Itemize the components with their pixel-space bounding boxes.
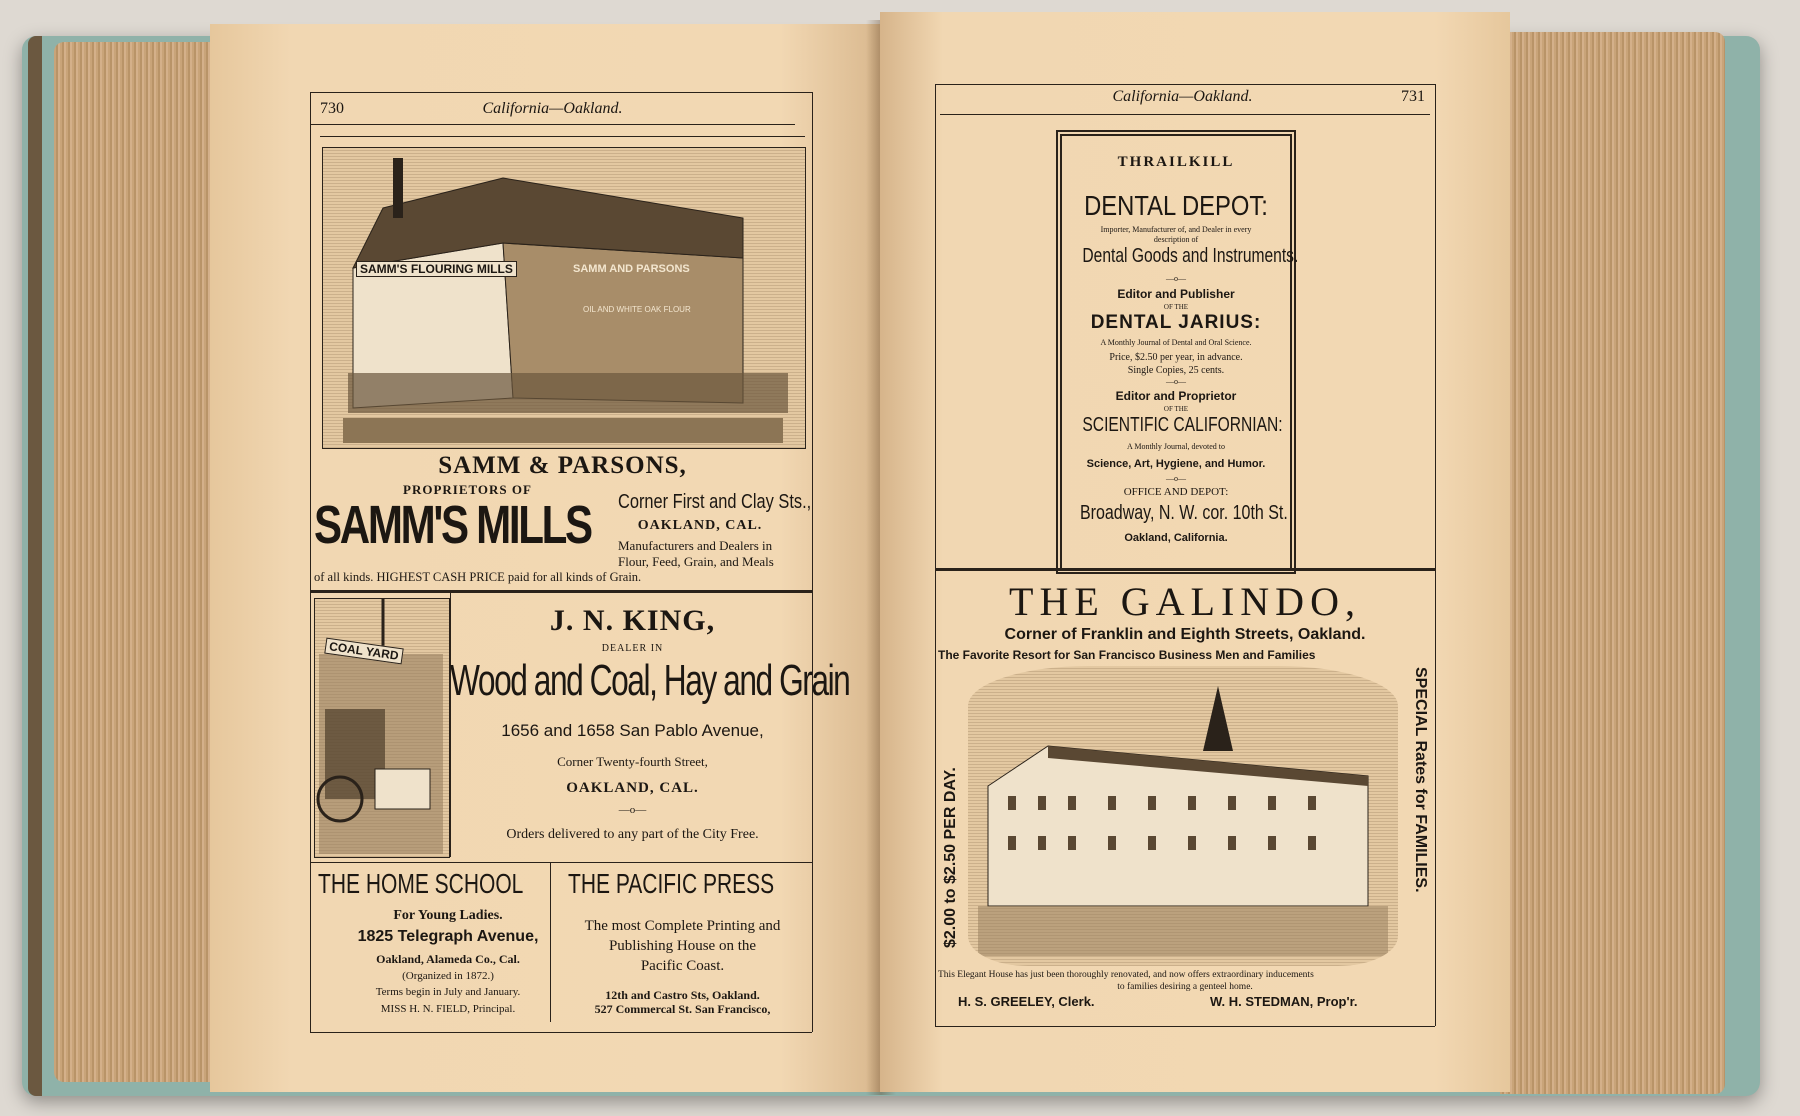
king-address: 1656 and 1658 San Pablo Avenue,: [501, 721, 764, 740]
dental-broadway: Broadway, N. W. cor. 10th St.: [1080, 502, 1288, 524]
dental-price: Price, $2.50 per year, in advance.: [1109, 352, 1243, 363]
right-page-number: 731: [1401, 88, 1425, 105]
right-frame-top: [935, 84, 1435, 85]
samm-corner: Corner First and Clay Sts.,: [618, 491, 812, 513]
dental-editor-2: Editor and Proprietor: [1115, 389, 1237, 403]
dental-city: Oakland, California.: [1124, 532, 1228, 544]
frame-top: [310, 92, 812, 93]
home-school-for: For Young Ladies.: [393, 908, 503, 923]
samm-mills-title: SAMM'S MILLS: [314, 495, 591, 555]
home-school-city: Oakland, Alameda Co., Cal.: [376, 952, 520, 966]
right-frame-right: [1435, 84, 1436, 1026]
pacific-press-line-2: Publishing House on the: [608, 938, 757, 954]
home-school-organized: (Organized in 1872.): [402, 970, 494, 982]
right-head-rule: [940, 114, 1430, 115]
samm-desc-1: Manufacturers and Dealers in: [618, 538, 773, 553]
dental-of-the: OF THE: [1163, 303, 1189, 311]
dental-editor: Editor and Publisher: [1117, 287, 1235, 301]
dental-importer-2: description of: [1153, 235, 1199, 244]
home-school-principal: MISS H. N. FIELD, Principal.: [380, 1003, 516, 1015]
dental-sep-3: —o—: [1166, 474, 1186, 483]
dental-sep-1: —o—: [1166, 274, 1186, 283]
samm-desc-3: of all kinds. HIGHEST CASH PRICE paid for all kinds of Grain.: [314, 570, 642, 584]
left-page-edges: [54, 42, 224, 1082]
mill-illustration: [323, 148, 805, 448]
dental-of-the-2: OF THE: [1163, 405, 1189, 413]
dental-office: OFFICE AND DEPOT:: [1123, 486, 1229, 498]
pacific-press-addr-2: 527 Commercal St. San Francisco,: [594, 1002, 771, 1016]
dental-jarius: DENTAL JARIUS:: [1090, 312, 1262, 333]
head-rule: [310, 124, 795, 125]
right-running-title: California—Oakland.: [1112, 88, 1253, 105]
galindo-top-rule: [935, 568, 1435, 571]
dental-sci-desc: A Monthly Journal, devoted to: [1127, 442, 1225, 451]
king-bottom-rule: [310, 862, 812, 863]
galindo-favorite: The Favorite Resort for San Francisco Business Men and Families: [938, 648, 1316, 662]
head-rule-2: [320, 136, 805, 137]
dental-importer-1: Importer, Manufacturer of, and Dealer in every: [1100, 225, 1252, 234]
mill-sign-small: OIL AND WHITE OAK FLOUR: [583, 305, 691, 314]
samm-parsons-name: SAMM & PARSONS,: [438, 452, 687, 479]
king-city: OAKLAND, CAL.: [566, 780, 699, 796]
king-goods: Wood and Coal, Hay and Grain: [450, 656, 850, 705]
pacific-press-title: THE PACIFIC PRESS: [568, 868, 775, 899]
king-name: J. N. KING,: [549, 604, 716, 637]
mill-sign-right: SAMM AND PARSONS: [573, 263, 690, 275]
dental-jarius-desc: A Monthly Journal of Dental and Oral Science.: [1100, 338, 1252, 347]
galindo-corner: Corner of Franklin and Eighth Streets, Oakland.: [1004, 626, 1366, 643]
samm-bottom-rule: [310, 590, 812, 593]
coal-yard-engraving: [314, 598, 450, 858]
galindo-elegant-1: This Elegant House has just been thoroughly renovated, and now offers extraordinary inducements: [938, 970, 1314, 980]
king-dealer: DEALER IN: [601, 643, 664, 654]
right-page-edges: [1500, 32, 1725, 1094]
right-frame-bottom: [935, 1026, 1435, 1027]
coal-yard-illustration: [315, 599, 449, 857]
school-press-divider: [550, 862, 551, 1022]
galindo-prop: W. H. STEDMAN, Prop'r.: [1210, 994, 1358, 1009]
left-running-title: California—Oakland.: [482, 100, 623, 117]
frame-bottom: [310, 1032, 812, 1033]
galindo-clerk: H. S. GREELEY, Clerk.: [958, 994, 1095, 1009]
hotel-illustration: [968, 666, 1398, 966]
dental-goods: Dental Goods and Instruments.: [1082, 245, 1299, 267]
frame-left: [310, 92, 311, 1032]
samm-desc-2: Flour, Feed, Grain, and Meals: [618, 554, 774, 569]
dental-sci-topics: Science, Art, Hygiene, and Humor.: [1086, 458, 1266, 470]
left-page-number: 730: [320, 100, 344, 117]
galindo-rate-left: $2.00 to $2.50 PER DAY.: [942, 767, 959, 948]
samm-city: OAKLAND, CAL.: [637, 518, 763, 533]
dental-scientific: SCIENTIFIC CALIFORNIAN:: [1082, 414, 1283, 436]
king-delivery: Orders delivered to any part of the City Free.: [506, 827, 759, 842]
samm-mills-engraving: [322, 147, 806, 449]
galindo-rate-right: SPECIAL Rates for FAMILIES.: [1412, 667, 1429, 893]
left-page: [210, 24, 880, 1092]
dental-name-top: THRAILKILL: [1117, 154, 1235, 170]
pacific-press-line-1: The most Complete Printing and: [584, 918, 781, 934]
home-school-terms: Terms begin in July and January.: [375, 986, 521, 998]
pacific-press-addr-1: 12th and Castro Sts, Oakland.: [605, 988, 760, 1002]
galindo-hotel-engraving: [968, 666, 1398, 966]
dental-name: DENTAL DEPOT:: [1084, 190, 1268, 221]
king-corner: Corner Twenty-fourth Street,: [557, 754, 708, 769]
home-school-title: THE HOME SCHOOL: [318, 868, 524, 899]
dental-sep-2: —o—: [1166, 377, 1186, 386]
home-school-address: 1825 Telegraph Avenue,: [357, 928, 539, 945]
mill-sign-left: SAMM'S FLOURING MILLS: [356, 261, 517, 277]
right-frame-left: [935, 84, 936, 1026]
galindo-elegant-2: to families desiring a genteel home.: [1117, 982, 1253, 992]
coal-yard-sign: COAL YARD: [324, 638, 403, 665]
right-page: [880, 12, 1510, 1092]
pacific-press-line-3: Pacific Coast.: [640, 958, 725, 974]
king-divider: [450, 592, 451, 857]
galindo-title: THE GALINDO,: [1009, 579, 1361, 624]
dental-single: Single Copies, 25 cents.: [1127, 365, 1225, 376]
king-sep: —o—: [618, 804, 647, 816]
frame-right: [812, 92, 813, 1032]
samm-proprietors: PROPRIETORS OF: [403, 482, 532, 497]
